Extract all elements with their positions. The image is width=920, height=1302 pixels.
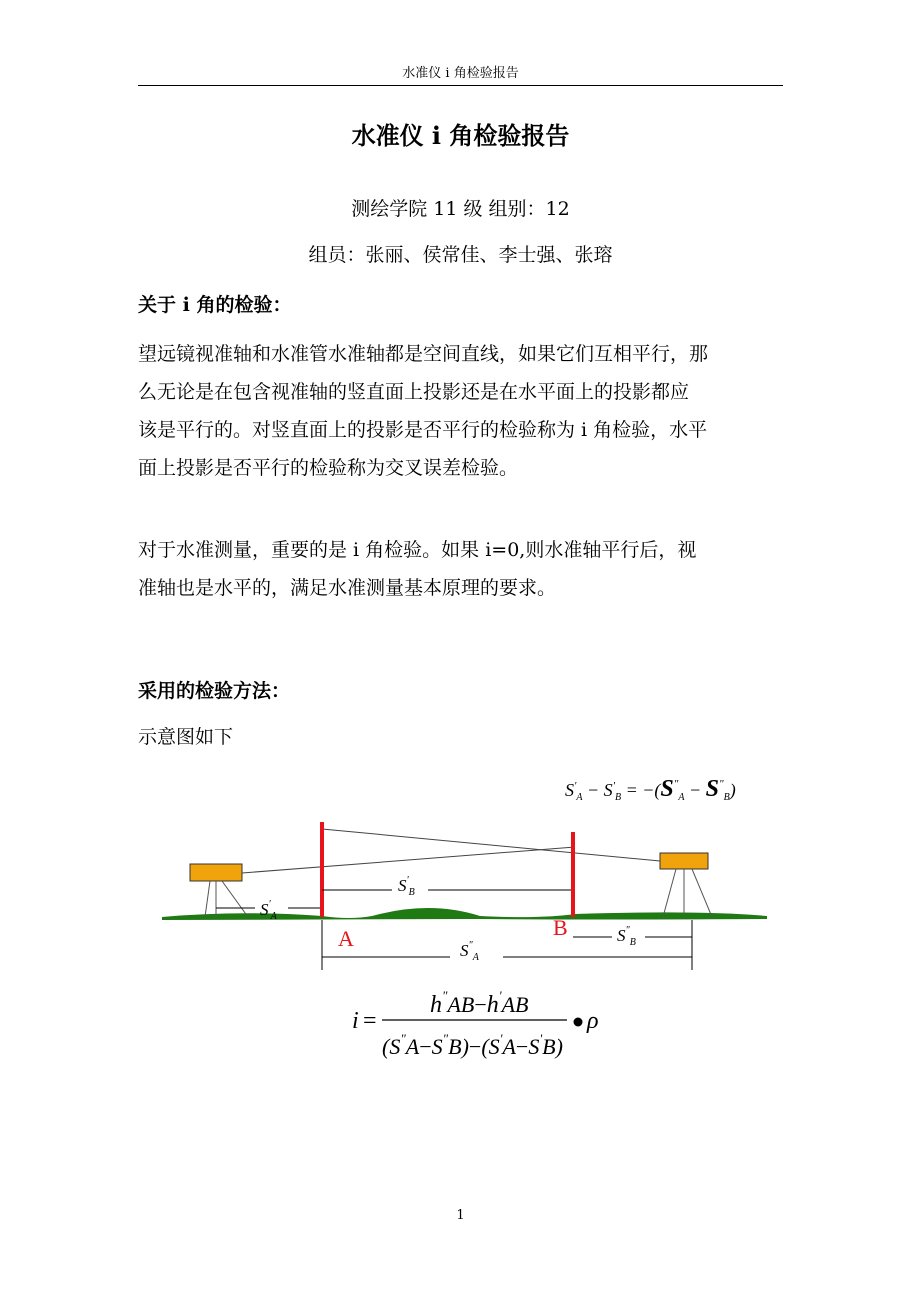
svg-text:=: = — [363, 1008, 377, 1034]
members-info: 组员：张丽、侯常佳、李士强、张瑢 — [308, 244, 613, 266]
paragraph-line: 准轴也是水平的，满足水准测量基本原理的要求。 — [138, 577, 557, 599]
header-rule — [138, 85, 783, 86]
paragraph-line: 该是平行的。对竖直面上的投影是否平行的检验称为 i 角检验，水平 — [138, 419, 708, 441]
tripod-leg — [222, 881, 248, 917]
sight-line-left — [242, 847, 575, 873]
svg-text:h"AB−h'AB: h"AB−h'AB — [430, 988, 529, 1018]
label-B: B — [553, 915, 568, 940]
paragraph-definition — [138, 335, 783, 487]
dim-SA1-label: $S'_A$ — [260, 899, 277, 922]
paragraph-line: 对于水准测量，重要的是 i 角检验。如果 i=0,则水准轴平行后，视 — [138, 539, 697, 561]
svg-text:i: i — [352, 1008, 359, 1034]
right-level-instrument — [660, 853, 708, 869]
tripod-leg — [205, 881, 210, 917]
sight-line-right — [322, 829, 660, 861]
tripod-leg — [663, 869, 676, 917]
svg-text:(S"A−S"B)−(S'A−S'B): (S"A−S"B)−(S'A−S'B) — [382, 1031, 563, 1059]
group-info: 测绘学院 11 级 组别：12 — [351, 198, 570, 220]
dim-SB2-label: $S^"_B$ — [617, 925, 636, 948]
i-angle-formula — [352, 988, 599, 1059]
document-title: 水准仪 i 角检验报告 — [351, 121, 570, 150]
paragraph-line: 面上投影是否平行的检验称为交叉误差检验。 — [138, 457, 519, 479]
paragraph-line: 么无论是在包含视准轴的竖直面上投影还是在水平面上的投影都应 — [138, 381, 690, 403]
i-angle-diagram — [0, 760, 920, 1080]
ground — [162, 908, 767, 920]
paragraph-line: 望远镜视准轴和水准管水准轴都是空间直线，如果它们互相平行，那 — [138, 343, 709, 365]
top-equation: $S'_A - S'_B = -(S^"_A - S^"_B)$ — [565, 776, 736, 803]
label-A: A — [338, 926, 354, 951]
page-header: 水准仪 i 角检验报告 — [402, 66, 519, 81]
section-heading-i-angle: 关于 i 角的检验： — [138, 294, 292, 316]
paragraph-importance — [138, 531, 783, 607]
diagram-intro: 示意图如下 — [138, 726, 234, 748]
page-number: 1 — [456, 1208, 465, 1223]
section-heading-method: 采用的检验方法： — [138, 680, 291, 702]
left-level-instrument — [190, 864, 242, 881]
dim-SB1-label: $S'_B$ — [398, 875, 415, 898]
tripod-leg — [692, 869, 712, 917]
dim-SA2-label: $S^"_A$ — [460, 940, 479, 963]
svg-text:ρ: ρ — [587, 1008, 599, 1034]
